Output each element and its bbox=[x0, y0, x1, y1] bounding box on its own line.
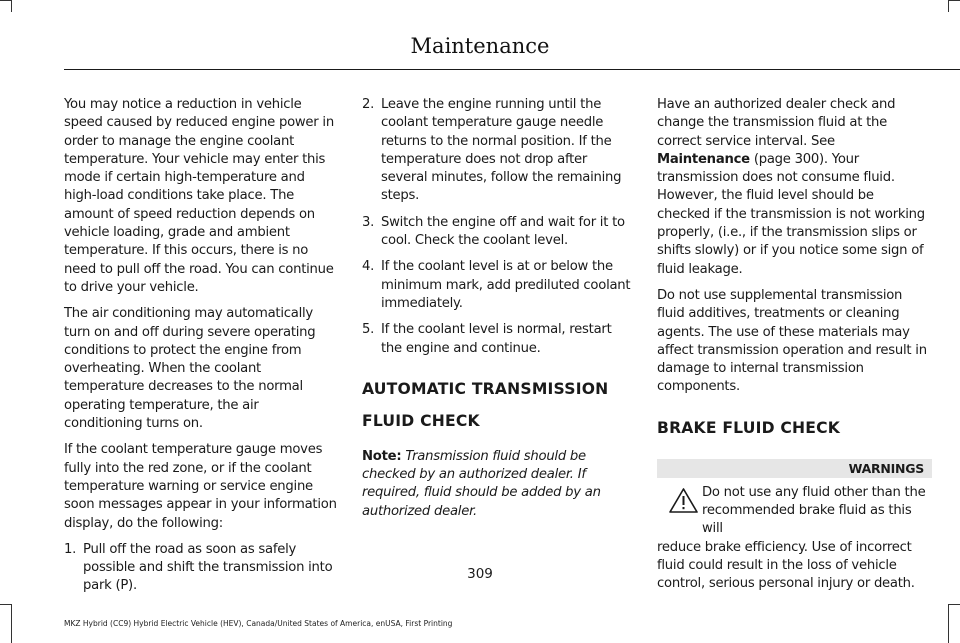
step-number: 1. bbox=[64, 541, 77, 557]
footer-doc-info: MKZ Hybrid (CC9) Hybrid Electric Vehicle (HEV), Canada/United States of America, enUSA, First Printing bbox=[64, 619, 453, 628]
maintenance-link[interactable]: Maintenance bbox=[657, 151, 750, 167]
crop-mark-top-right bbox=[949, 0, 960, 1]
step-text: Leave the engine running until the coolant temperature gauge needle returns to the normal position. If the temperature does not drop after several minutes, follow the remaining steps. bbox=[381, 97, 622, 204]
step-number: 2. bbox=[362, 97, 375, 112]
step-text: If the coolant level is normal, restart the engine and continue. bbox=[381, 322, 612, 356]
warning-text-rest: reduce brake efficiency. Use of incorrect fluid could result in the loss of vehicle control, serious personal injury or death. bbox=[657, 539, 915, 592]
list-item bbox=[362, 258, 634, 313]
warning-triangle-icon bbox=[668, 487, 699, 514]
right-column bbox=[657, 96, 929, 594]
paragraph-text: Have an authorized dealer check and change the transmission fluid at the correct service interval. See bbox=[657, 97, 896, 149]
step-number: 4. bbox=[362, 259, 375, 275]
crop-mark-bottom-right bbox=[948, 604, 949, 643]
list-item bbox=[362, 214, 634, 251]
section-heading: BRAKE FLUID CHECK bbox=[657, 418, 841, 437]
paragraph-text: (page 300). Your transmission does not consume fluid. However, the fluid level should be checked if the transmission is not working properly, (i.e., if the transmission slips or shifts slowly) or if you notice some sign of fluid leakage. bbox=[657, 151, 925, 277]
step-text: If the coolant level is at or below the minimum mark, add prediluted coolant immediately. bbox=[381, 259, 631, 311]
warning-text-first: Do not use any fluid other than the recommended brake fluid as this will bbox=[702, 484, 926, 537]
note-label: Note: bbox=[362, 448, 402, 464]
paragraph: Do not use supplemental transmission fluid additives, treatments or cleaning agents. The use of these materials may affect transmission operation and result in damage to internal transmission components. bbox=[657, 287, 927, 395]
section-heading bbox=[362, 378, 634, 432]
list-item bbox=[362, 96, 634, 206]
section-heading-line: AUTOMATIC TRANSMISSION bbox=[362, 379, 609, 398]
paragraph: You may notice a reduction in vehicle speed caused by reduced engine power in order to manage the engine coolant temperature. Your vehicle may enter this mode if certain high-temperature and high-load conditions take place. The amount of speed reduction depends on vehicle loading, grade and ambient temperature. If this occurs, there is no need to pull off the road. You can continue to drive your vehicle. bbox=[64, 97, 334, 295]
left-column bbox=[64, 96, 337, 604]
paragraph: If the coolant temperature gauge moves fully into the red zone, or if the coolant temperature warning or service engine soon messages appear in your information display, do the following: bbox=[64, 442, 337, 531]
paragraph: The air conditioning may automatically turn on and off during severe operating conditions to protect the engine from overheating. When the coolant temperature decreases to the normal operating temperature, the air conditioning turns on. bbox=[64, 306, 316, 432]
step-number: 3. bbox=[362, 214, 375, 230]
header-rule bbox=[64, 69, 960, 70]
step-text: Pull off the road as soon as safely possible and shift the transmission into park (P). bbox=[83, 541, 333, 594]
note bbox=[362, 448, 634, 521]
step-text: Switch the engine off and wait for it to cool. Check the coolant level. bbox=[381, 214, 625, 249]
step-number: 5. bbox=[362, 322, 375, 338]
crop-mark-top-left bbox=[0, 0, 11, 1]
crop-mark-top-left-v bbox=[11, 0, 12, 12]
list-item bbox=[362, 321, 634, 358]
section-heading-line: FLUID CHECK bbox=[362, 411, 480, 430]
page-number: 309 bbox=[467, 566, 493, 582]
paragraph bbox=[657, 96, 929, 279]
crop-mark-bottom-left-h bbox=[0, 604, 11, 605]
warnings-bar: WARNINGS bbox=[657, 459, 932, 478]
crop-mark-top-right-v bbox=[948, 0, 949, 12]
note-text: Transmission fluid should be checked by an authorized dealer. If required, fluid should be added by an authorized dealer. bbox=[362, 448, 601, 519]
page-title: Maintenance bbox=[410, 34, 550, 58]
middle-column bbox=[362, 96, 634, 529]
crop-mark-bottom-left bbox=[11, 604, 12, 643]
crop-mark-bottom-right-h bbox=[949, 604, 960, 605]
